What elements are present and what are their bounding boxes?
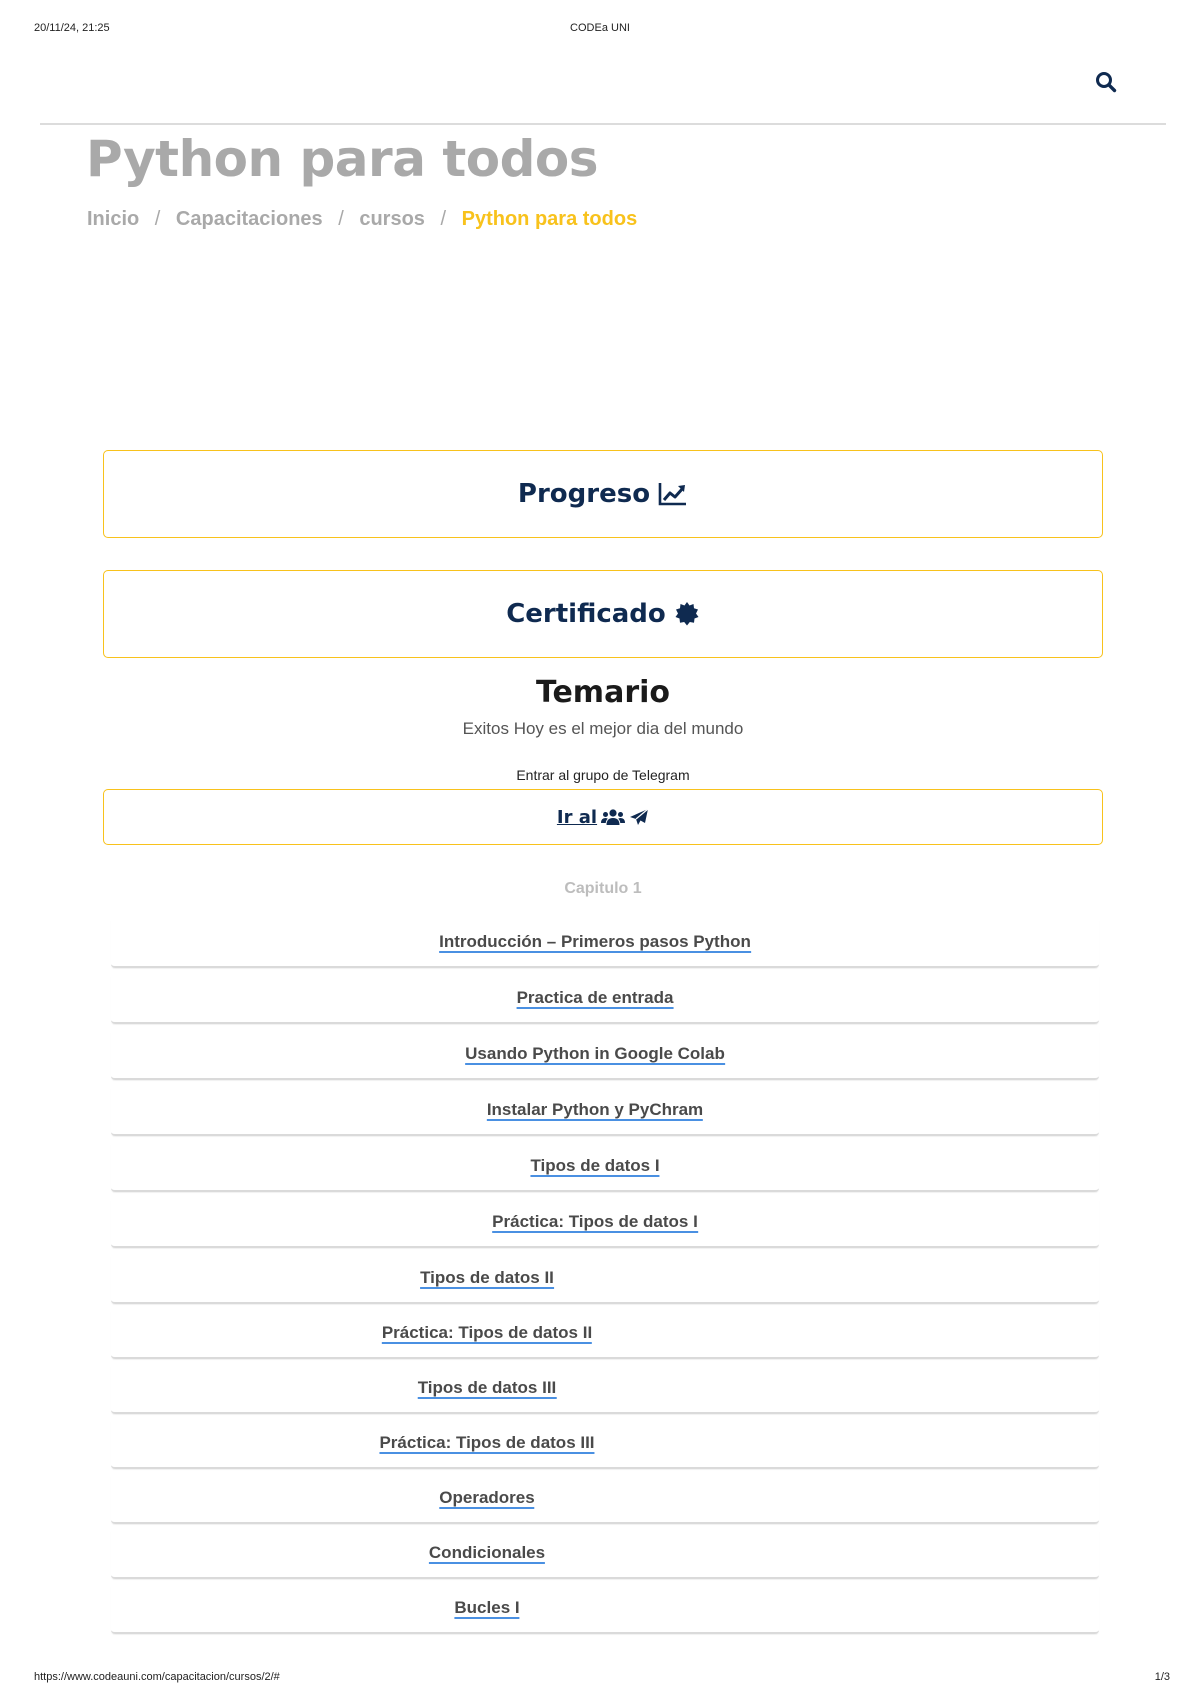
telegram-card [103,789,1103,845]
list-item [111,1088,1099,1136]
list-item [111,976,1099,1024]
lesson-link[interactable]: Práctica: Tipos de datos III [379,1433,595,1452]
temario-subtitle: Exitos Hoy es el mejor dia del mundo [462,719,744,738]
header-divider [40,123,1166,125]
lesson-link[interactable]: Introducción – Primeros pasos Python [439,932,751,951]
lesson-link[interactable]: Tipos de datos III [417,1378,557,1397]
users-icon [601,808,625,826]
chapter-heading: Capitulo 1 [564,880,642,897]
list-item [111,1531,1099,1579]
search-button[interactable] [1094,70,1118,94]
print-datetime: 20/11/24, 21:25 [34,22,110,34]
breadcrumb-item-cursos[interactable]: cursos [359,208,425,230]
lesson-link[interactable]: Operadores [439,1488,535,1507]
chart-line-icon [658,481,688,507]
paper-plane-icon [629,808,649,826]
list-item [111,1200,1099,1248]
list-item [111,1032,1099,1080]
progress-button[interactable] [103,450,1103,538]
lesson-link[interactable]: Instalar Python y PyChram [486,1100,704,1119]
list-item [111,1256,1099,1304]
list-item [111,1144,1099,1192]
telegram-link-text: Ir al [556,806,598,828]
lesson-link[interactable]: Bucles I [454,1598,520,1617]
page-title: Python para todos [86,130,599,188]
lesson-link[interactable]: Práctica: Tipos de datos I [492,1212,698,1231]
list-item [111,920,1099,968]
list-item [111,1311,1099,1359]
breadcrumb-current: Python para todos [461,208,638,230]
list-item [111,1366,1099,1414]
print-page-counter: 1/3 [1154,1671,1170,1683]
lesson-link[interactable]: Práctica: Tipos de datos II [381,1323,593,1342]
lesson-link[interactable]: Tipos de datos II [420,1268,554,1287]
telegram-label: Entrar al grupo de Telegram [516,767,690,783]
lesson-link[interactable]: Tipos de datos I [530,1156,660,1175]
telegram-group-link[interactable] [557,807,649,828]
breadcrumb-item-inicio[interactable]: Inicio [87,208,140,230]
search-icon [1094,70,1118,94]
breadcrumb [87,208,637,231]
progress-label: Progreso [517,479,651,509]
lesson-link[interactable]: Usando Python in Google Colab [465,1044,725,1063]
temario-title: Temario [535,675,671,710]
list-item [111,1586,1099,1634]
lesson-link[interactable]: Condicionales [428,1543,546,1562]
print-doc-title: CODEa UNI [570,22,630,34]
lesson-link[interactable]: Practica de entrada [516,988,674,1007]
certificate-icon [674,601,700,627]
breadcrumb-separator: / [338,208,344,230]
list-item [111,1421,1099,1469]
breadcrumb-separator: / [440,208,447,230]
certificate-label: Certificado [506,599,666,629]
list-item [111,1476,1099,1524]
certificate-button[interactable] [103,570,1103,658]
breadcrumb-item-capacitaciones[interactable]: Capacitaciones [175,208,323,230]
print-url: https://www.codeauni.com/capacitacion/cursos/2/# [34,1671,280,1683]
breadcrumb-separator: / [154,208,161,230]
